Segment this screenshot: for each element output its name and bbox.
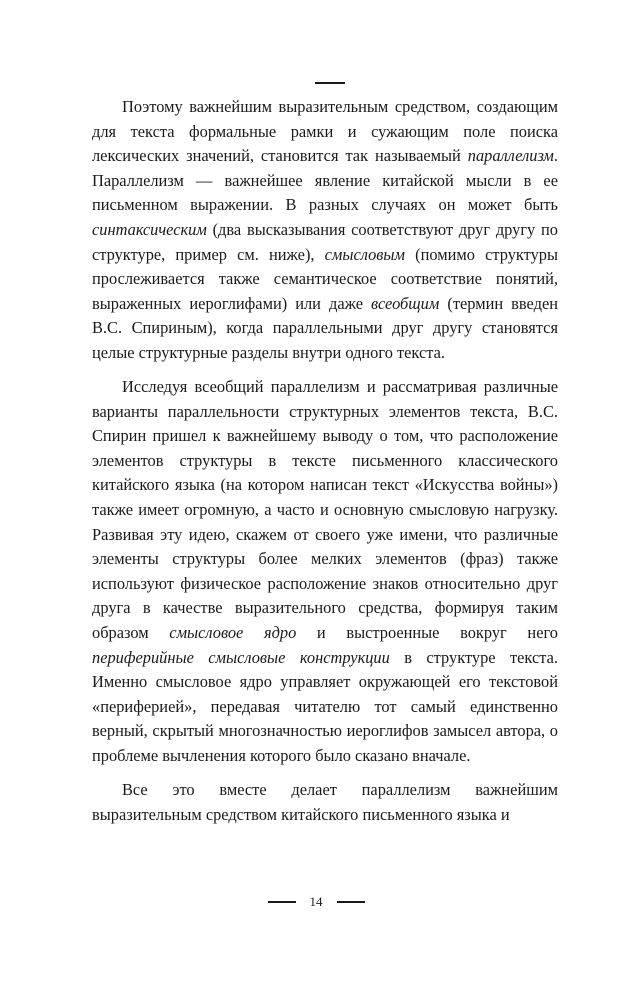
paragraph bbox=[92, 375, 558, 769]
text-run: (термин введен В.С. Спириным), когда параллельными друг другу становятся целые структурные разделы внутри одного текста. bbox=[92, 293, 559, 362]
page-number: 14 bbox=[309, 894, 323, 909]
paragraph bbox=[92, 95, 558, 366]
italic-term: смысловым bbox=[324, 244, 405, 264]
text-run: Исследуя всеобщий параллелизм и рассматривая различные варианты параллельности структурных элементов текста, В.С. Спирин пришел к важнейшему выводу о том, что расположение элементов структуры в тексте письменного классического китайского языка (на котором написан текст «Искусства войны») также имеет огромную, а часто и основную смысловую нагрузку. Развивая эту идею, скажем от своего уже имени, что различные элементы структуры более мелких элементов (фраз) также используют физическое расположение знаков относительно друг друга в качестве выразительного средства, формируя таким образом bbox=[92, 377, 558, 642]
text-run: Все это вместе делает параллелизм важнейшим выразительным средством китайского письменного языка и bbox=[92, 780, 558, 824]
text-run: и выстроенные вокруг него bbox=[296, 622, 558, 642]
italic-term: смысловое ядро bbox=[169, 622, 297, 642]
text-run: Поэтому важнейшим выразительным средством, создающим для текста формальные рамки и сужающим поле поиска лексических значений, становится так называемый bbox=[92, 97, 558, 166]
text-run: (два высказывания соответствуют друг другу по структуре, пример см. ниже), bbox=[92, 219, 558, 264]
italic-term: синтаксическим bbox=[92, 219, 207, 239]
text-run: (помимо структуры прослеживается также семантическое соответствие понятий, выраженных иероглифами) или даже bbox=[92, 244, 558, 313]
italic-term: всеобщим bbox=[371, 293, 440, 313]
paragraph bbox=[92, 778, 558, 827]
text-run: в структуре текста. Именно смысловое ядро управляет окружающей его текстовой «периферией», передавая читателю тот самый единственно верный, скрытый многозначностью иероглифов замысел автора, о проблеме вычленения которого было сказано вначале. bbox=[92, 647, 558, 765]
text-run: . Параллелизм — важнейшее явление китайской мысли в ее письменном выражении. В разных случаях он может быть bbox=[92, 146, 558, 215]
italic-term: параллелизм bbox=[467, 146, 554, 166]
body-text bbox=[92, 95, 558, 827]
footer-left-rule bbox=[268, 901, 296, 903]
page-footer bbox=[0, 889, 632, 915]
italic-term: периферийные смысловые конструкции bbox=[92, 647, 390, 667]
top-rule bbox=[315, 82, 345, 84]
footer-right-rule bbox=[337, 901, 365, 903]
